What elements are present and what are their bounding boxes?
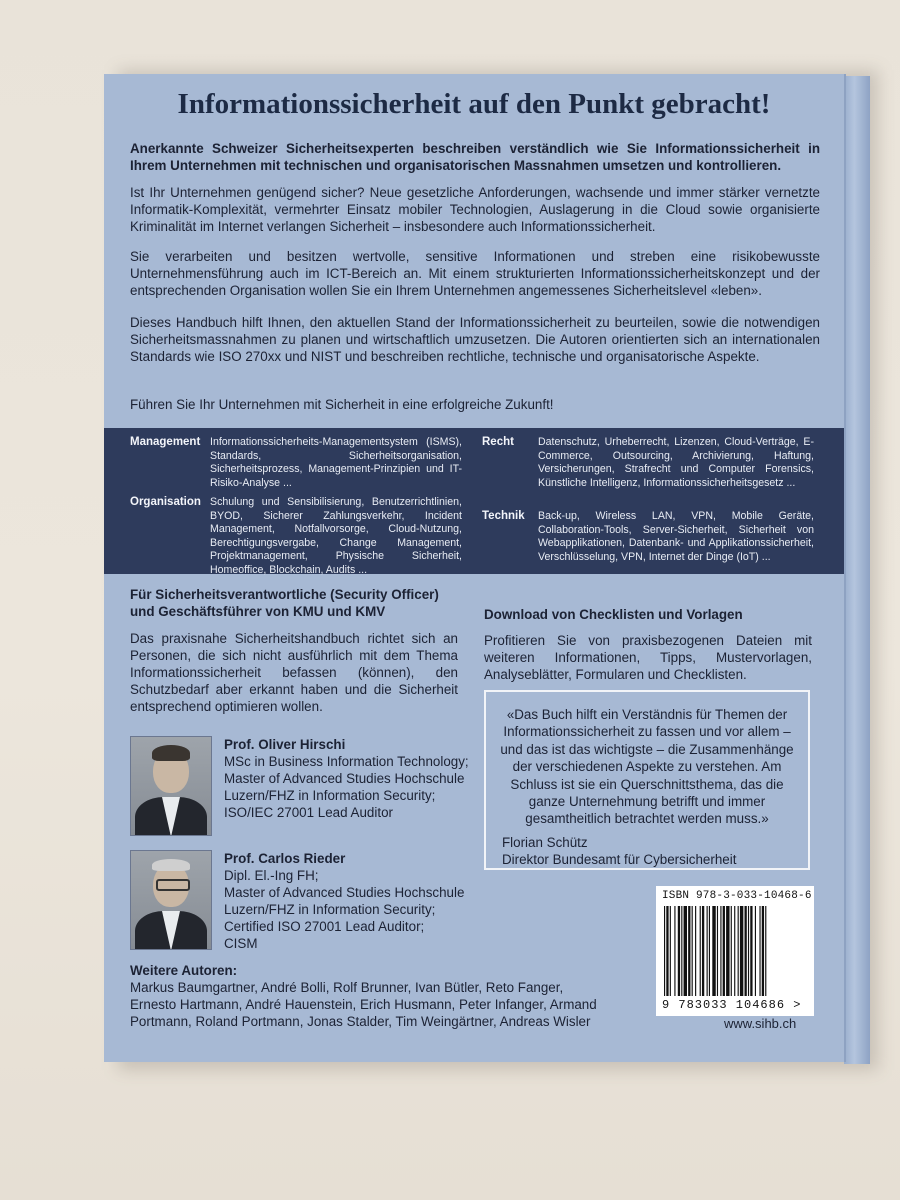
quote-role: Direktor Bundesamt für Cybersicherheit: [502, 852, 737, 868]
author2-name: Prof. Carlos Rieder: [224, 851, 346, 866]
author1-bio: MSc in Business Information Technology; Master of Advanced Studies Hochschule Luzern/FHZ in Information Security; ISO/IEC 27001 Lead Auditor: [224, 754, 469, 820]
topic-heading-organisation: Organisation: [130, 496, 201, 508]
right-text: Profitieren Sie von praxisbezogenen Dateien mit weiteren Informationen, Tipps, Mustervorlagen, Analyseblätter, Formularen und Checklisten.: [484, 633, 812, 682]
book-spine: [844, 76, 870, 1064]
left-heading: Für Sicherheitsverantwortliche (Security Officer) und Geschäftsführer von KMU und KMV: [130, 587, 439, 619]
more-authors-heading: Weitere Autoren:: [130, 963, 238, 978]
paragraph-1: Ist Ihr Unternehmen genügend sicher? Neue gesetzliche Anforderungen, wachsende und immer stärker vernetzte Informatik-Komplexität, vermehrter Einsatz mobiler Technologien, Auslagerung in die Cloud sowie organisierte Kriminalität im Internet verlangen Sicherheit – insbesondere auch Informationssicherheit.: [130, 185, 820, 234]
paragraph-2: Sie verarbeiten und besitzen wertvolle, sensitive Informationen und streben eine risikobewusste Unternehmensführung auch im ICT-Bereich an. Mit einem strukturierten Informationssicherheitskonzept und der entsprechenden Organisation wollen Sie ein Ihrem Unternehmen angemessenes Sicherheitslevel «leben».: [130, 249, 820, 298]
isbn-barcode: [656, 886, 814, 1016]
author-photo-hirschi: [130, 736, 212, 836]
cover-title: Informationssicherheit auf den Punkt gebracht!: [177, 88, 771, 120]
isbn-number: 9 783033 104686 >: [662, 998, 802, 1012]
paragraph-3: Dieses Handbuch hilft Ihnen, den aktuellen Stand der Informationssicherheit zu beurteilen, sowie die notwendigen Sicherheitsmassnahmen zu planen und wirtschaftlich umzusetzen. Die Autoren orientierten sich an internationalen Standards wie ISO 270xx und NIST und beschreiben rechtliche, technische und organisatorische Aspekte.: [130, 315, 820, 364]
right-heading: Download von Checklisten und Vorlagen: [484, 607, 743, 622]
topic-text-management: Informationssicherheits-Managementsystem (ISMS), Standards, Sicherheitsorganisation, Sicherheitsprozess, Management-Prinzipien und IT-Risiko-Analyse ...: [210, 436, 462, 489]
author2-bio: Dipl. El.-Ing FH; Master of Advanced Studies Hochschule Luzern/FHZ in Information Security; Certified ISO 27001 Lead Auditor; CISM: [224, 868, 465, 951]
paragraph-4: Führen Sie Ihr Unternehmen mit Sicherheit in eine erfolgreiche Zukunft!: [130, 397, 554, 412]
intro-paragraph: Anerkannte Schweizer Sicherheitsexperten beschreiben verständlich wie Sie Informationssicherheit in Ihrem Unternehmen mit technischen und organisatorischen Massnahmen umsetzen und kontrollieren.: [130, 141, 820, 173]
quote-author: Florian Schütz: [502, 834, 588, 850]
quote-box: [484, 690, 810, 870]
author-photo-rieder: [130, 850, 212, 950]
author1-name: Prof. Oliver Hirschi: [224, 737, 346, 752]
website-url: www.sihb.ch: [724, 1016, 797, 1031]
topic-heading-recht: Recht: [482, 436, 514, 448]
topic-text-organisation: Schulung und Sensibilisierung, Benutzerrichtlinien, BYOD, Sicherer Zahlungsverkehr, Incident Management, Notfallvorsorge, Cloud-Nutzung, Berechtigungsvergabe, Change Management, Projektmanagement, Physische Sicherheit, Homeoffice, Blockchain, Audits ...: [210, 496, 462, 576]
quote-text: «Das Buch hilft ein Verständnis für Themen der Informationssicherheit zu fassen und vor allem – und das ist das wichtigste – die Zusammenhänge der verschiedenen Aspekte zu verstehen. Am Schluss ist sie ein Querschnittsthema, das die ganze Unternehmung betrifft und immer gesamtheitlich betrachtet werden muss.»: [500, 707, 794, 827]
topic-heading-management: Management: [130, 436, 201, 448]
left-text: Das praxisnahe Sicherheitshandbuch richtet sich an Personen, die sich nicht ausführlich mit dem Thema Informationssicherheit befassen (können), den Schutzbedarf aber erkannt haben und die Sicherheit entsprechend optimieren wollen.: [130, 631, 458, 714]
barcode-bars: [664, 906, 806, 996]
topic-text-technik: Back-up, Wireless LAN, VPN, Mobile Geräte, Collaboration-Tools, Server-Sicherheit, Sicherheit von Webapplikationen, Datenbank- und Applikationssicherheit, Verschlüsselung, VPN, Internet der Dinge (IoT) ...: [538, 510, 814, 563]
isbn-label: ISBN 978-3-033-10468-6: [662, 890, 812, 902]
more-authors-list: Markus Baumgartner, André Bolli, Rolf Brunner, Ivan Bütler, Reto Fanger, Ernesto Hartmann, André Hauenstein, Erich Husmann, Peter Infanger, Armand Portmann, Roland Portmann, Jonas Stalder, Tim Weingärtner, Andreas Wisler: [130, 980, 597, 1029]
topic-heading-technik: Technik: [482, 510, 525, 522]
book-back-cover: [104, 74, 846, 1062]
topic-text-recht: Datenschutz, Urheberrecht, Lizenzen, Cloud-Verträge, E-Commerce, Outsourcing, Archivierung, Haftung, Versicherungen, Strafrecht und Computer Forensics, Künstliche Intelligenz, Informationssicherheitsgesetz ...: [538, 436, 814, 489]
topics-band: [104, 428, 844, 574]
